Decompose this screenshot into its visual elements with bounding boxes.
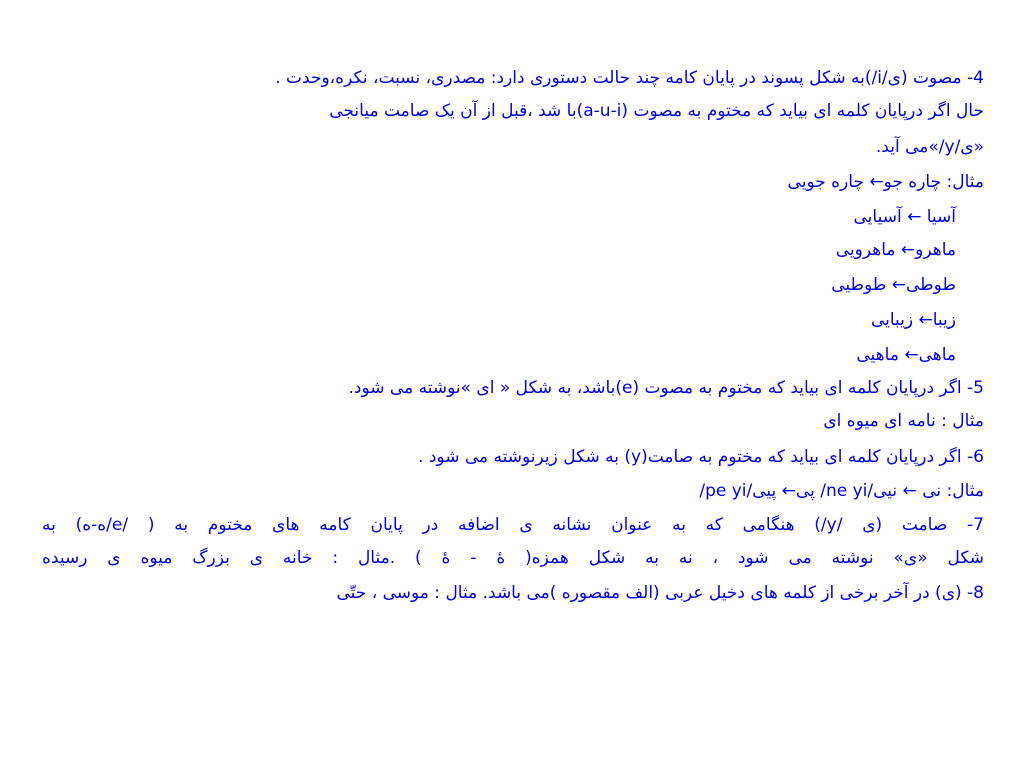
example-ziba: زیبا← زیبایی bbox=[870, 310, 956, 330]
example-tuti: طوطی← طوطیی bbox=[831, 275, 956, 295]
rule-4-line-3: «ی/y/»می آید. bbox=[875, 137, 984, 157]
rule-8: 8- (ی) در آخر برخی از کلمه های دخیل عربی (الف مقصوره )می باشد. مثال : موسی ، حتّی bbox=[336, 583, 984, 603]
rule-6: 6- اگر درپایان کلمه ای بیاید که مختوم به صامت(y) به شکل زیرنوشته می شود . bbox=[418, 447, 984, 467]
example-mahru: ماهرو← ماهرویی bbox=[835, 240, 956, 260]
rule-4-line-1: 4- مصوت (ی/i/)به شکل پسوند در پایان کامه چند حالت دستوری دارد: مصدری، نسبت، نکره،وحدت . bbox=[275, 68, 984, 88]
example-rule-6: مثال: نی ← نیی/ne yi/ پی← پیی/pe yi/ bbox=[699, 481, 984, 501]
example-asia: آسیا ← آسیایی bbox=[853, 207, 956, 227]
rule-7-line-2: شکل «ی» نوشته می شود ، نه به شکل همزه( هٔ - هٔ ) .مثال : خانه ی بزرگ میوه ی رسیده bbox=[42, 548, 984, 568]
rule-5: 5- اگر درپایان کلمه ای بیاید که مختوم به مصوت (e)باشد، به شکل « ای »نوشته می شود. bbox=[348, 378, 984, 398]
rule-4-line-2: حال اگر درپایان کلمه ای بیاید که مختوم به مصوت (a-u-i)با شد ،قبل از آن یک صامت میانجی bbox=[329, 101, 984, 121]
example-rule-5: مثال : نامه ای میوه ای bbox=[823, 411, 984, 431]
example-mahi: ماهی← ماهیی bbox=[856, 345, 956, 365]
example-label-1: مثال: چاره جو← چاره جویی bbox=[787, 172, 984, 192]
rule-7-line-1: 7- صامت (ی /y/) هنگامی که به عنوان نشانه ی اضافه در پایان کامه های مختوم به ( /e/ه-ه) به bbox=[42, 515, 984, 535]
